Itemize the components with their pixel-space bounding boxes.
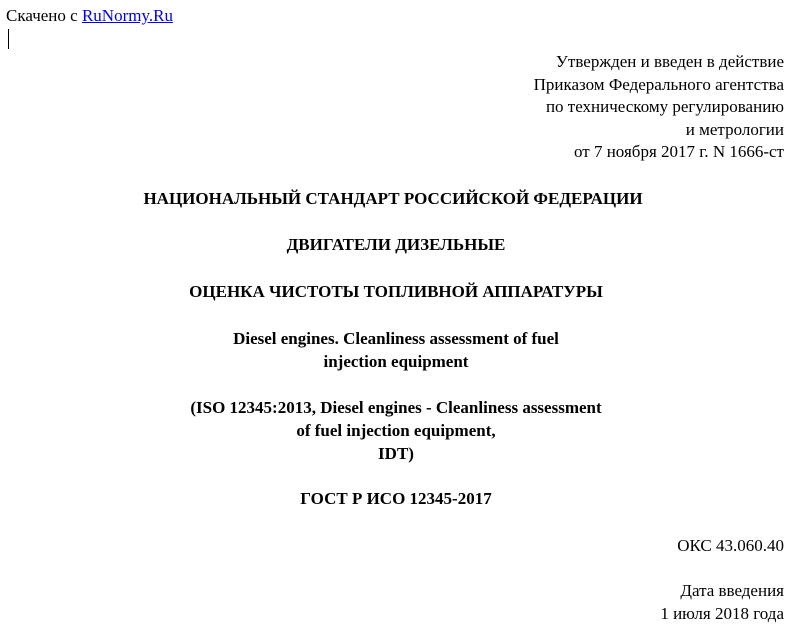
approval-line: Приказом Федерального агентства bbox=[533, 74, 784, 94]
approval-line: по техническому регулированию bbox=[545, 97, 784, 116]
gost-designation-text: ГОСТ Р ИСО 12345-2017 bbox=[300, 489, 492, 508]
engines-title-text: ДВИГАТЕЛИ ДИЗЕЛЬНЫЕ bbox=[286, 235, 506, 254]
text-cursor bbox=[8, 29, 9, 49]
standard-title-text: НАЦИОНАЛЬНЫЙ СТАНДАРТ РОССИЙСКОЙ ФЕДЕРАЦИИ bbox=[143, 189, 643, 208]
assessment-title-text: ОЦЕНКА ЧИСТОТЫ ТОПЛИВНОЙ АППАРАТУРЫ bbox=[189, 282, 603, 301]
source-prefix: Скачено с bbox=[6, 6, 78, 25]
assessment-title bbox=[0, 281, 792, 303]
english-title-line: injection equipment bbox=[323, 352, 469, 371]
gost-designation bbox=[0, 488, 792, 510]
source-link[interactable]: RuNormy.Ru bbox=[81, 6, 173, 25]
approval-line: Утвержден и введен в действие bbox=[555, 52, 784, 71]
introduction-date-block bbox=[660, 580, 784, 625]
approval-line: и метрологии bbox=[685, 119, 784, 139]
english-title bbox=[0, 327, 792, 373]
oks-code: ОКС 43.060.40 bbox=[677, 536, 784, 555]
approval-line: от 7 ноября 2017 г. N 1666-ст bbox=[574, 142, 784, 161]
english-title-line: Diesel engines. Cleanliness assessment of fuel bbox=[233, 329, 559, 348]
standard-title bbox=[0, 188, 789, 210]
iso-reference bbox=[0, 396, 792, 465]
introduction-date: 1 июля 2018 года bbox=[660, 603, 784, 623]
approval-block bbox=[534, 51, 784, 164]
engines-title bbox=[0, 234, 792, 256]
iso-reference-line: (ISO 12345:2013, Diesel engines - Cleanliness assessment bbox=[190, 398, 602, 417]
iso-reference-line: of fuel injection equipment, bbox=[296, 421, 496, 440]
iso-reference-line: IDT) bbox=[378, 444, 414, 463]
source-line bbox=[6, 5, 173, 27]
introduction-label: Дата введения bbox=[680, 581, 784, 600]
